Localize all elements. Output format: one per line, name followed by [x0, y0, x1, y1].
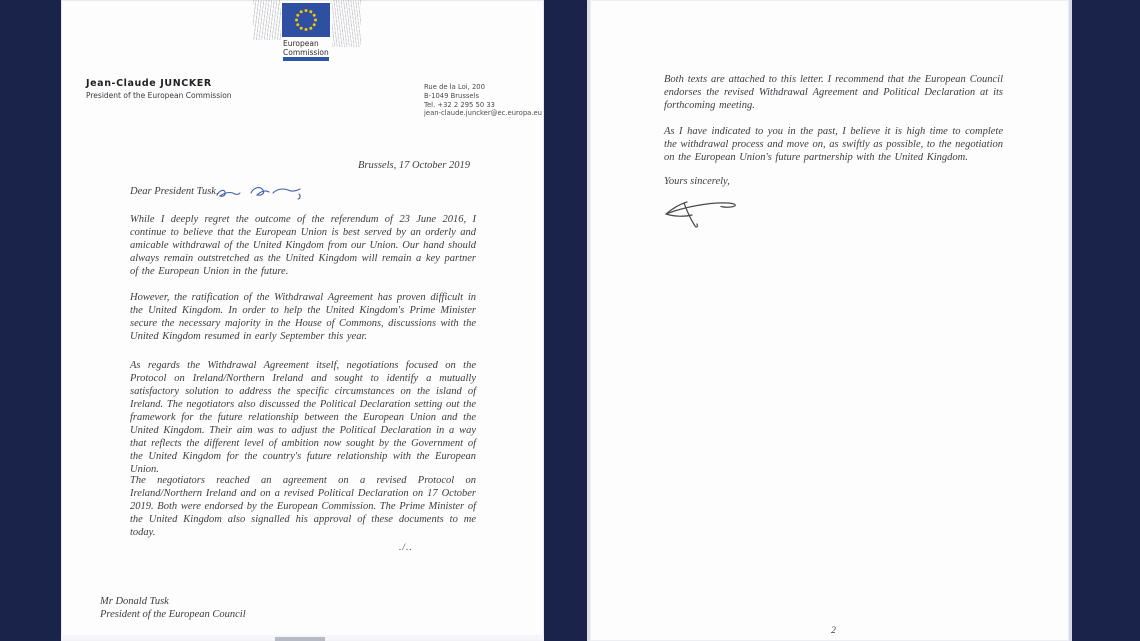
dateline: Brussels, 17 October 2019 — [358, 160, 470, 171]
page-number: 2 — [831, 626, 836, 636]
paragraph-2: However, the ratification of the Withdrawal Agreement has proven difficult in the United Kingdom. In order to help the United Kingdom's Prime Minister secure the necessary majority in the House of Commons, discussions with the United Kingdom resumed in early September this year. — [130, 292, 476, 342]
logo-org-line1: European — [283, 39, 319, 48]
contact-address-line2: B-1049 Brussels — [424, 91, 480, 100]
sender-title: President of the European Commission — [86, 91, 232, 100]
recipient-title: President of the European Council — [100, 609, 246, 620]
logo-underline-bar — [283, 57, 329, 61]
contact-address-line1: Rue de la Loi, 200 — [424, 83, 485, 91]
recipient-block — [100, 595, 246, 621]
contact-email: jean-claude.juncker@ec.europa.eu — [424, 109, 542, 118]
paragraph-3: As regards the Withdrawal Agreement itself, negotiations focused on the Protocol on Ireland/Northern Ireland and sought to identify a mutually satisfactory solution to address the specific circumstances on the island of Ireland. The negotiators also discussed the Political Declaration setting out the framework for the future relationship between the European Union and the United Kingdom. Their aim was to adjust the Political Declaration in a way that reflects the different level of ambition now sought by the Government of the United Kingdom for the country's future relationship with the European Union. — [130, 360, 476, 475]
eu-flag-logo — [282, 3, 330, 37]
letter-page-1 — [61, 0, 544, 641]
paragraph-4: The negotiators reached an agreement on a revised Protocol on Ireland/Northern Ireland and on a revised Political Declaration on 17 October 2019. Both were endorsed by the European Commission. The Prime Minister of the United Kingdom also signalled his approval of these documents to me today. — [130, 475, 476, 538]
recipient-name: Mr Donald Tusk — [100, 596, 169, 607]
logo-caption — [283, 40, 329, 57]
guilloche-pattern-right — [332, 0, 361, 47]
paragraph-1: While I deeply regret the outcome of the referendum of 23 June 2016, I continue to believe that the European Union is best served by an orderly and amicable withdrawal of the United Kingdom from our Union. Our hand should always remain outstretched as the United Kingdom will remain a key partner of the European Union in the future. — [130, 214, 476, 277]
scan-artifact-chip — [275, 637, 325, 641]
contact-phone: Tel. +32 2 295 50 33 — [424, 100, 495, 109]
salutation: Dear President Tusk, — [130, 186, 219, 197]
sender-contact-block — [424, 83, 542, 118]
handwritten-greeting — [211, 182, 307, 202]
guilloche-pattern-left — [253, 0, 281, 40]
closing: Yours sincerely, — [664, 176, 730, 187]
logo-org-line2: Commission — [283, 47, 329, 57]
sender-name: Jean-Claude JUNCKER — [86, 78, 212, 89]
continuation-mark: ./.. — [399, 543, 413, 553]
letter-page-2 — [587, 0, 1072, 641]
paragraph-6: As I have indicated to you in the past, I believe it is high time to complete the withdrawal process and move on, as swiftly as possible, to the negotiation on the European Union's future partnership with the United Kingdom. — [664, 126, 1003, 163]
signature — [658, 190, 748, 232]
paragraph-5: Both texts are attached to this letter. I recommend that the European Council endorses the revised Withdrawal Agreement and Political Declaration at its forthcoming meeting. — [664, 74, 1003, 111]
